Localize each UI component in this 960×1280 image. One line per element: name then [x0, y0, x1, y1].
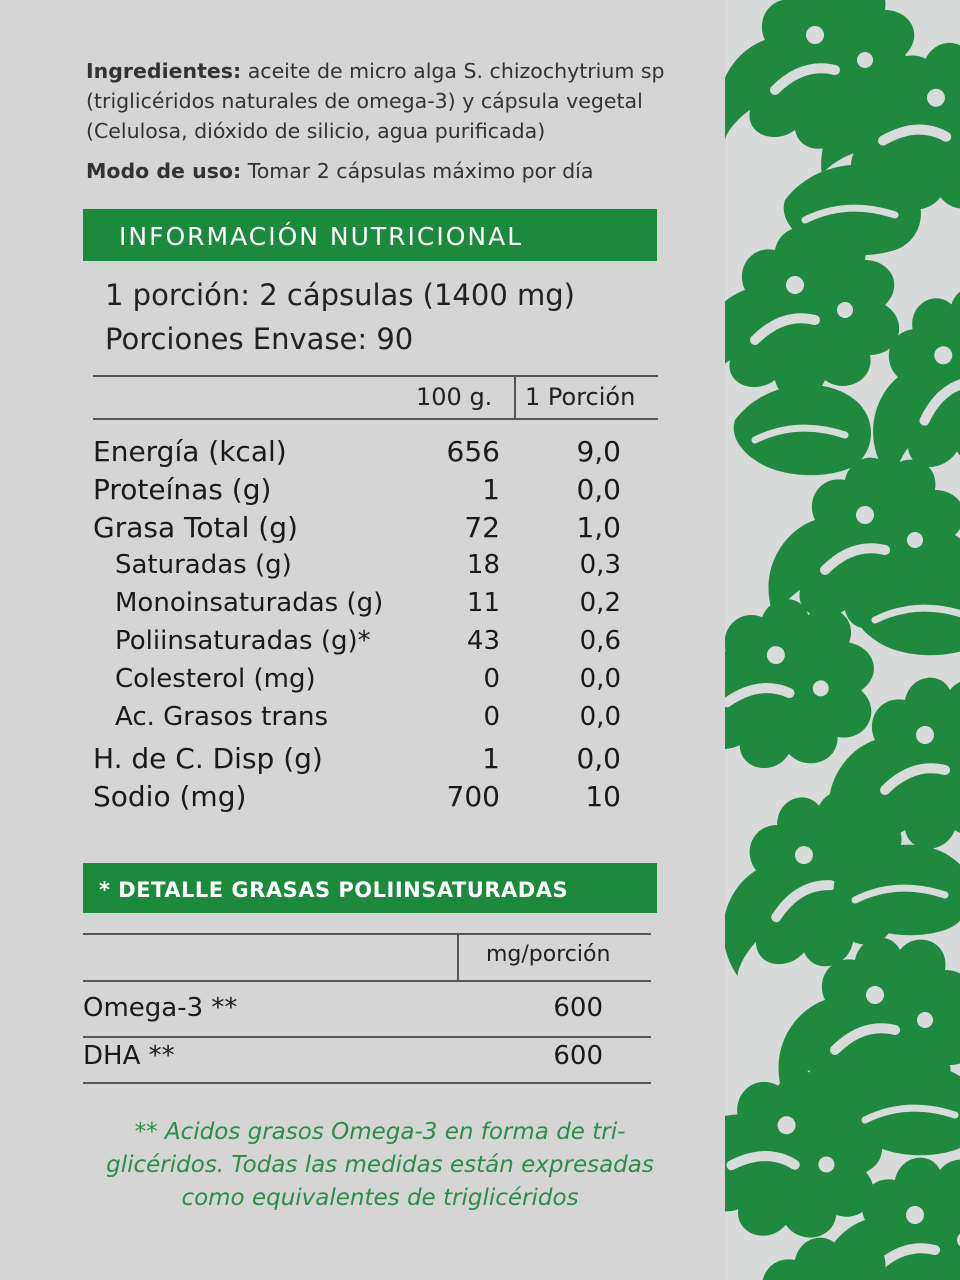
nutrient-label: Proteínas (g)	[93, 473, 272, 506]
column-header-portion: 1 Porción	[525, 383, 636, 411]
ingredients-value: aceite de micro alga S. chizochytrium sp (triglicéridos naturales de omega-3) y cápsula vegetal (Celulosa, dióxido de silicio, agua purificada)	[86, 59, 665, 143]
header-divider	[93, 418, 658, 420]
poly-value: 600	[553, 993, 603, 1023]
serving-size: 1 porción: 2 cápsulas (1400 mg)	[105, 278, 575, 312]
nutrition-row	[93, 664, 653, 702]
nutrient-label: Ac. Grasos trans	[115, 702, 329, 732]
usage-value: Tomar 2 cápsulas máximo por día	[241, 159, 594, 183]
nutrition-row	[93, 473, 653, 511]
column-divider	[514, 375, 516, 419]
value-100g: 1	[482, 473, 500, 506]
nutrient-label: Sodio (mg)	[93, 780, 247, 813]
poly-row-divider	[83, 1036, 651, 1038]
value-100g: 1	[482, 742, 500, 775]
value-portion: 9,0	[576, 435, 621, 468]
servings-per-container: Porciones Envase: 90	[105, 322, 414, 356]
value-portion: 0,0	[576, 473, 621, 506]
poly-value: 600	[553, 1041, 603, 1071]
seaweed-pattern	[725, 0, 960, 1280]
nutrition-row	[93, 780, 653, 818]
poly-header-divider	[83, 980, 651, 982]
value-100g: 72	[464, 511, 500, 544]
value-portion: 0,0	[579, 664, 621, 694]
nutrition-row	[93, 702, 653, 740]
nutrient-label: Saturadas (g)	[115, 550, 292, 580]
nutrition-row	[93, 435, 653, 473]
value-100g: 18	[466, 550, 500, 580]
nutrition-row	[93, 511, 653, 549]
poly-top-divider	[83, 933, 651, 935]
value-portion: 0,0	[576, 742, 621, 775]
nutrient-label: Energía (kcal)	[93, 435, 287, 468]
value-portion: 0,2	[579, 588, 621, 618]
nutrient-label: Poliinsaturadas (g)*	[115, 626, 371, 656]
value-100g: 43	[466, 626, 500, 656]
value-portion: 1,0	[576, 511, 621, 544]
poly-column-header: mg/porción	[486, 942, 611, 967]
nutrient-label: Monoinsaturadas (g)	[115, 588, 384, 618]
footnote	[40, 1116, 720, 1215]
value-portion: 10	[585, 780, 621, 813]
poly-bottom-divider	[83, 1082, 651, 1084]
poly-title: * DETALLE GRASAS POLIINSATURADAS	[83, 863, 657, 913]
column-header-100g: 100 g.	[416, 383, 493, 411]
nutrition-title: INFORMACIÓN NUTRICIONAL	[83, 209, 657, 261]
value-portion: 0,0	[579, 702, 621, 732]
ingredients-label: Ingredientes:	[86, 59, 242, 83]
value-100g: 0	[483, 664, 500, 694]
nutrient-label: Colesterol (mg)	[115, 664, 316, 694]
nutrition-row	[93, 742, 653, 780]
nutrition-row	[93, 588, 653, 626]
poly-label: Omega-3 **	[83, 993, 238, 1023]
nutrient-label: H. de C. Disp (g)	[93, 742, 323, 775]
value-100g: 700	[446, 780, 500, 813]
nutrition-row	[93, 550, 653, 588]
footnote-line: como equivalentes de triglicéridos	[181, 1185, 579, 1211]
value-100g: 11	[466, 588, 500, 618]
usage-label: Modo de uso:	[86, 159, 242, 183]
footnote-line: glicéridos. Todas las medidas están expresadas	[106, 1152, 654, 1178]
poly-label: DHA **	[83, 1041, 175, 1071]
value-portion: 0,6	[579, 626, 621, 656]
usage-text	[86, 156, 706, 186]
value-100g: 656	[446, 435, 500, 468]
nutrition-row	[93, 626, 653, 664]
poly-column-divider	[457, 933, 459, 980]
nutrient-label: Grasa Total (g)	[93, 511, 298, 544]
table-top-divider	[93, 375, 658, 377]
value-portion: 0,3	[579, 550, 621, 580]
value-100g: 0	[483, 702, 500, 732]
ingredients-text	[86, 56, 706, 146]
footnote-line: ** Acidos grasos Omega-3 en forma de tri-	[134, 1119, 626, 1145]
seaweed-pattern-graphic	[725, 0, 960, 1280]
